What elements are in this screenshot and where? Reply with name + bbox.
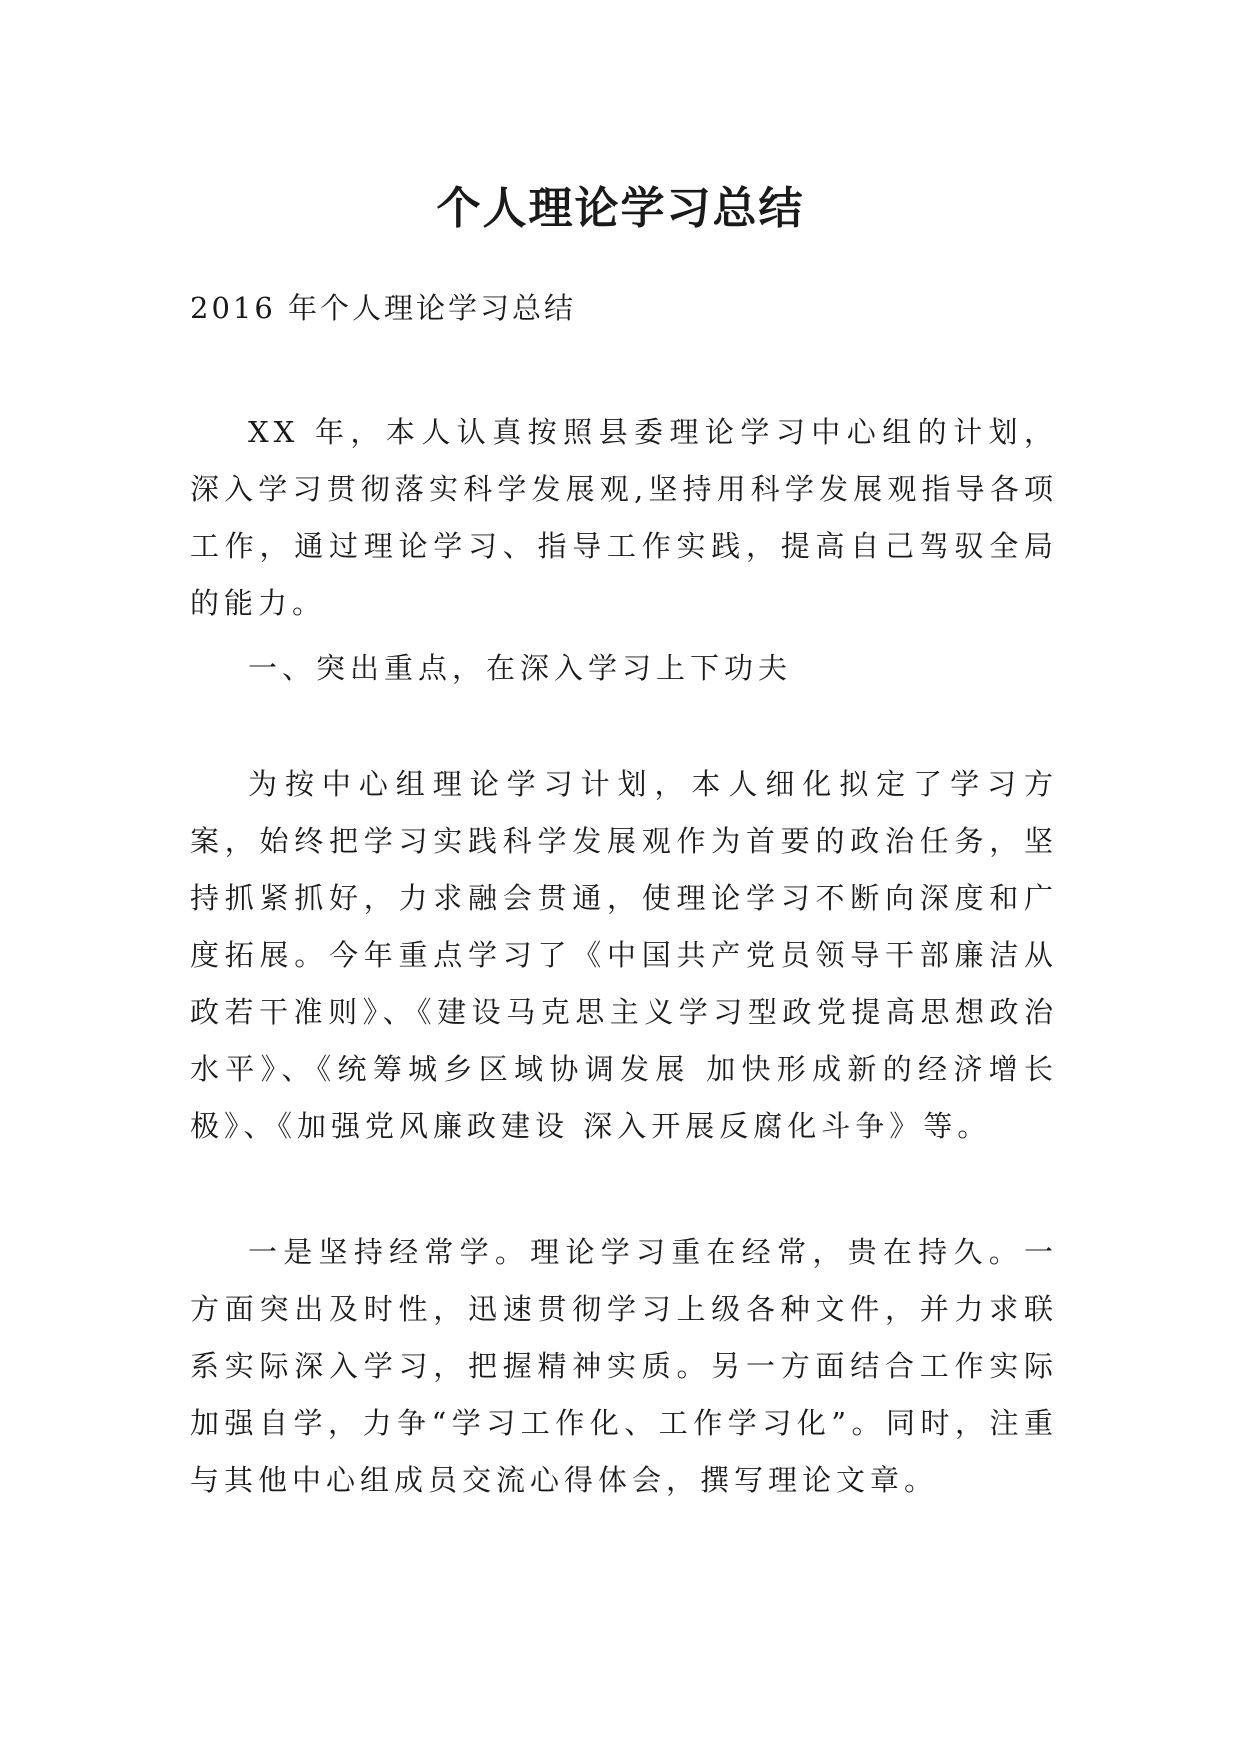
section-heading: 一、突出重点，在深入学习上下功夫 bbox=[248, 651, 793, 685]
section-body-paragraph: 为按中心组理论学习计划，本人细化拟定了学习方案，始终把学习实践科学发展观作为首要的政治任务，坚持抓紧抓好，力求融会贯通，使理论学习不断向深度和广度拓展。今年重点学习了《中国共产党员领导干部廉洁从政若干准则》、《建设马克思主义学习型政党提高思想政治水平》、《统筹城乡区域协调发展 加快形成新的经济增长极》、《加强党风廉政建设 深入开展反腐化斗争》等。 bbox=[190, 767, 1058, 1143]
document-title: 个人理论学习总结 bbox=[436, 183, 805, 235]
point-one-paragraph: 一是坚持经常学。理论学习重在经常，贵在持久。一方面突出及时性，迅速贯彻学习上级各种文件，并力求联系实际深入学习，把握精神实质。另一方面结合工作实际加强自学，力争“学习工作化、工作学习化”。同时，注重与其他中心组成员交流心得体会，撰写理论文章。 bbox=[190, 1235, 1058, 1497]
document-subtitle: 2016 年个人理论学习总结 bbox=[190, 291, 577, 325]
intro-paragraph: XX 年，本人认真按照县委理论学习中心组的计划，深入学习贯彻落实科学发展观,坚持用科学发展观指导各项工作，通过理论学习、指导工作实践，提高自己驾驭全局的能力。 bbox=[190, 415, 1058, 620]
